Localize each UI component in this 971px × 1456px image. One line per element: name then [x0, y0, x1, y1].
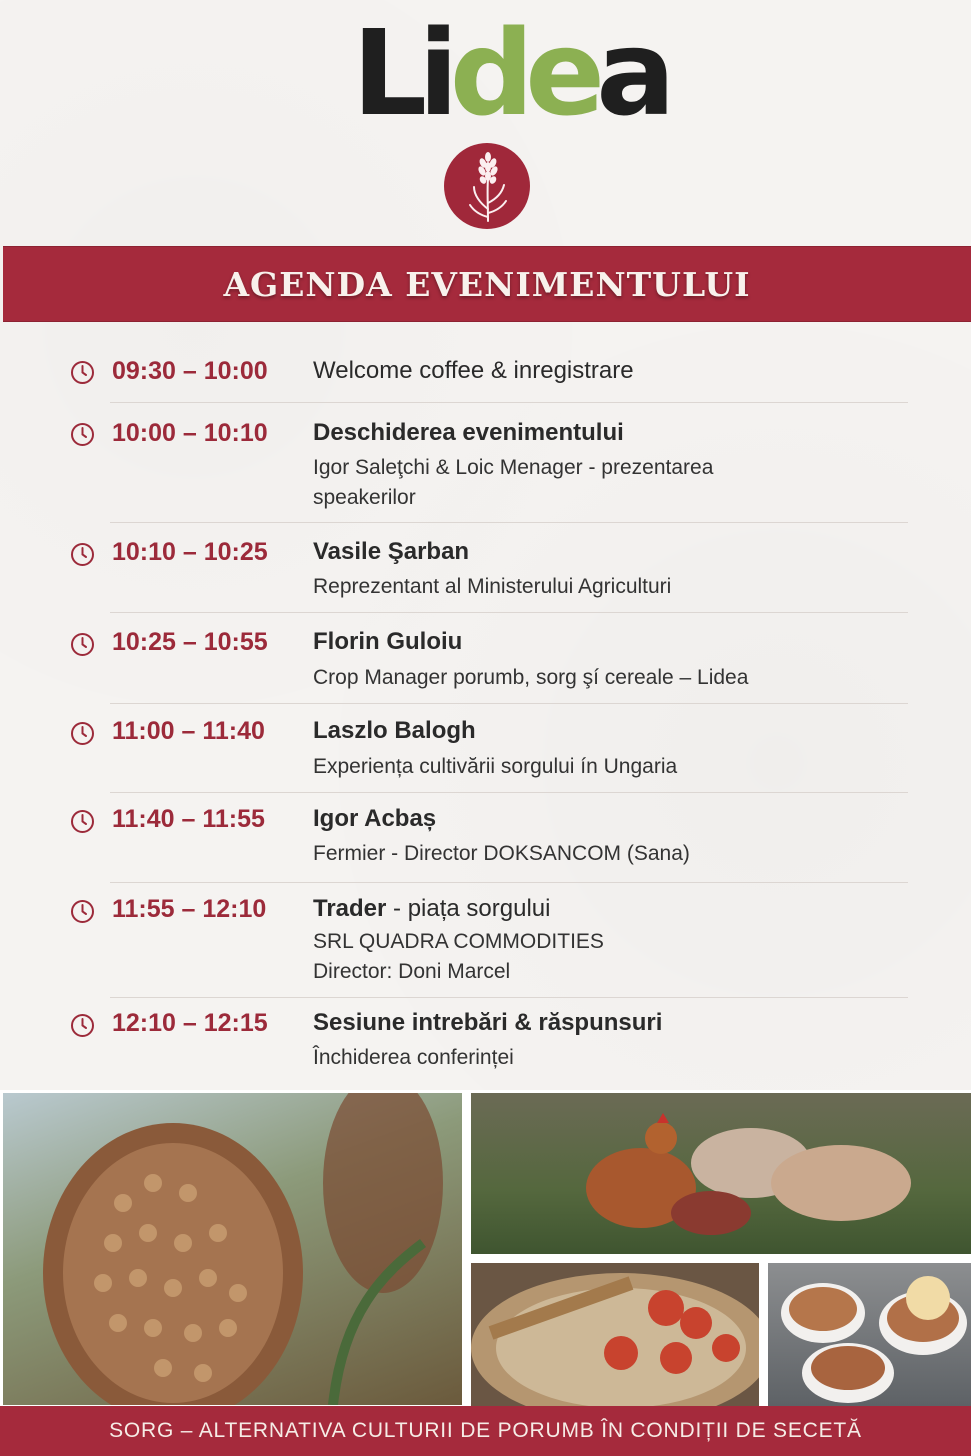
- agenda-time: 10:25 – 10:55: [112, 628, 268, 656]
- divider: [110, 882, 908, 883]
- agenda-title: AGENDA EVENIMENTULUI: [223, 264, 751, 304]
- agenda-detail: Reprezentant al Ministerului Agriculturi: [313, 575, 672, 598]
- desserts-photo: [768, 1263, 971, 1406]
- agenda-title: Laszlo Balogh: [313, 717, 476, 744]
- agenda-title: Vasile Şarban: [313, 538, 470, 565]
- chickens-photo: [471, 1093, 971, 1254]
- agenda-title: Trader - piața sorgului: [313, 895, 551, 922]
- agenda-detail: speakerilor: [313, 486, 416, 509]
- clock-icon: [70, 809, 95, 834]
- divider: [110, 522, 908, 523]
- divider: [110, 703, 908, 704]
- agenda-title: Sesiune intrebări & răspunsuri: [313, 1009, 663, 1036]
- agenda-time: 11:40 – 11:55: [112, 805, 265, 833]
- agenda-time: 12:10 – 12:15: [112, 1009, 268, 1037]
- grains-bowl-photo: [471, 1263, 759, 1406]
- agenda-title: Deschiderea evenimentului: [313, 419, 624, 446]
- agenda-detail: Închiderea conferinței: [313, 1046, 514, 1069]
- agenda-title: Florin Guloiu: [313, 628, 463, 655]
- divider: [110, 792, 908, 793]
- agenda-detail: Crop Manager porumb, sorg şí cereale – Lidea: [313, 666, 749, 689]
- footer-text: SORG – ALTERNATIVA CULTURII DE PORUMB ÎN CONDIȚII DE SECETĂ: [109, 1419, 862, 1442]
- agenda-time: 11:55 – 12:10: [112, 895, 267, 923]
- agenda-time: 09:30 – 10:00: [112, 357, 268, 385]
- lidea-logo: Lidea: [352, 4, 667, 142]
- agenda-title: Igor Acbaș: [313, 805, 437, 832]
- clock-icon: [70, 632, 95, 657]
- divider: [110, 612, 908, 613]
- sorghum-photo: [3, 1093, 462, 1405]
- agenda-time: 10:00 – 10:10: [112, 419, 268, 447]
- clock-icon: [70, 542, 95, 567]
- agenda-detail: Fermier - Director DOKSANCOM (Sana): [313, 842, 690, 865]
- agenda-title: Welcome coffee & inregistrare: [313, 357, 634, 384]
- footer-banner: [0, 1406, 971, 1456]
- agenda-time: 11:00 – 11:40: [112, 717, 265, 745]
- agenda-time: 10:10 – 10:25: [112, 538, 268, 566]
- clock-icon: [70, 1013, 95, 1038]
- clock-icon: [70, 899, 95, 924]
- clock-icon: [70, 360, 95, 385]
- divider: [110, 402, 908, 403]
- clock-icon: [70, 422, 95, 447]
- clock-icon: [70, 721, 95, 746]
- agenda-detail: Director: Doni Marcel: [313, 960, 511, 983]
- photo-collage: [0, 1090, 971, 1406]
- divider: [110, 997, 908, 998]
- agenda-detail: Igor Saleţchi & Loic Menager - prezentarea: [313, 456, 714, 479]
- agenda-detail: Experiența cultivării sorgului ín Ungaria: [313, 755, 678, 778]
- agenda-detail: SRL QUADRA COMMODITIES: [313, 930, 604, 953]
